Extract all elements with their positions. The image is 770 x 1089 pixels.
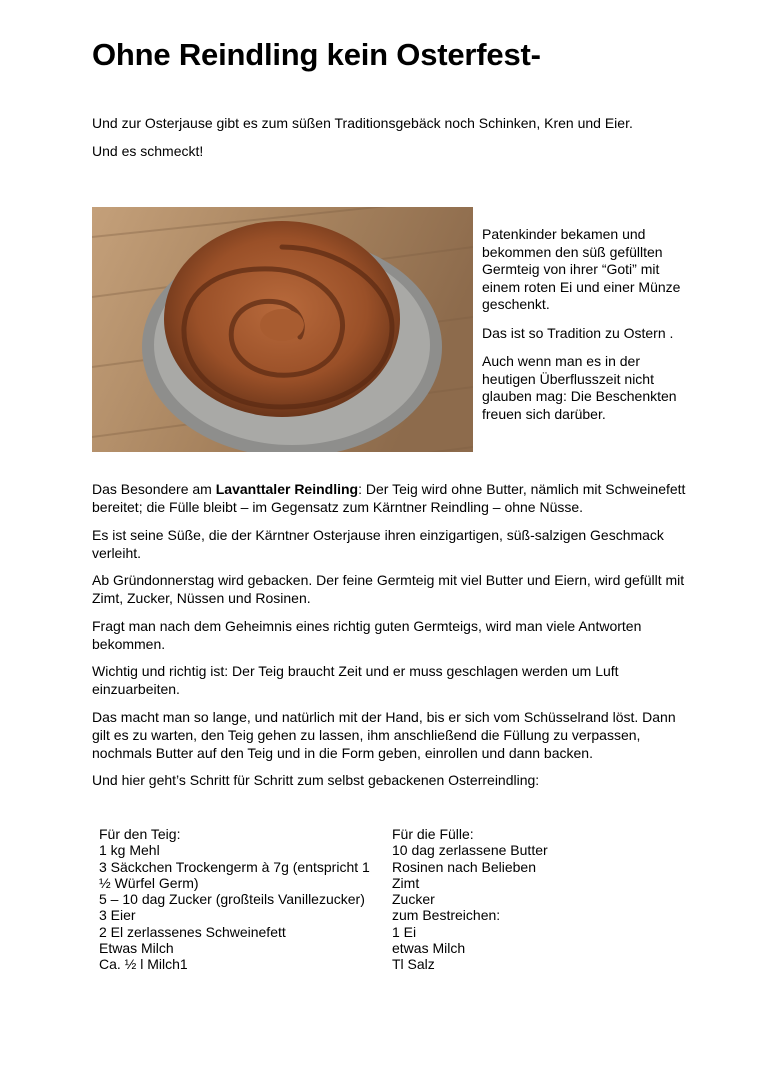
- body-paragraph-6: Und hier geht’s Schritt für Schritt zum selbst gebackenen Osterreindling:: [92, 772, 540, 788]
- body-paragraph-1: Es ist seine Süße, die der Kärntner Osterjause ihren einzigartigen, süß-salzigen Geschmack verleiht.: [92, 527, 664, 561]
- special-prefix: Das Besondere am: [92, 481, 216, 497]
- recipe-filling-line: Für die Fülle:: [392, 826, 474, 842]
- recipe-dough-line: Etwas Milch: [99, 940, 174, 957]
- body-paragraph-3: Fragt man nach dem Geheimnis eines richtig guten Germteigs, wird man viele Antworten bekommen.: [92, 618, 642, 652]
- side-paragraph-2: Das ist so Tradition zu Ostern .: [482, 325, 674, 341]
- recipe-filling-line: zum Bestreichen:: [392, 907, 501, 924]
- recipe-dough-line: 5 – 10 dag Zucker (großteils Vanillezucker): [99, 891, 365, 908]
- body-paragraph-5: Das macht man so lange, und natürlich mit der Hand, bis er sich vom Schüsselrand löst. Dann gilt es zu warten, den Teig gehen zu lassen, ihm anschließend die Füllung zu verpassen, nochmals Butter auf den Teig und in die Form geben, einrollen und dann backen.: [92, 709, 676, 761]
- recipe-dough-line: Ca. ½ l Milch1: [99, 956, 188, 973]
- body-paragraph-2: Ab Gründonnerstag wird gebacken. Der feine Germteig mit viel Butter und Eiern, wird gefüllt mit Zimt, Zucker, Nüssen und Rosinen.: [92, 572, 685, 606]
- recipe-filling-line: etwas Milch: [392, 940, 466, 957]
- special-paragraph: [92, 480, 692, 516]
- body-paragraph-4: Wichtig und richtig ist: Der Teig braucht Zeit und er muss geschlagen werden um Luft einzuarbeiten.: [92, 663, 619, 697]
- recipe-filling-line: Zucker: [392, 891, 435, 908]
- recipe-dough-column: [99, 826, 384, 973]
- side-paragraph-1: Patenkinder bekamen und bekommen den süß gefüllten Germteig von ihrer “Goti” mit einem roten Ei und einer Münze geschenkt.: [482, 226, 681, 312]
- intro-paragraph-1: Und zur Osterjause gibt es zum süßen Traditionsgebäck noch Schinken, Kren und Eier.: [92, 115, 633, 131]
- recipe-filling-line: Tl Salz: [392, 956, 435, 973]
- recipe-dough-line: 3 Eier: [99, 907, 136, 924]
- intro-paragraph-2: Und es schmeckt!: [92, 143, 204, 159]
- recipe-dough-line: 2 El zerlassenes Schweinefett: [99, 923, 286, 940]
- recipe-filling-line: 1 Ei: [392, 923, 417, 940]
- recipe-dough-line: Für den Teig:: [99, 826, 181, 842]
- recipe-dough-line: 1 kg Mehl: [99, 842, 160, 859]
- recipe-filling-line: 10 dag zerlassene Butter: [392, 842, 548, 859]
- reindling-photo: [92, 207, 473, 452]
- side-paragraph-3: Auch wenn man es in der heutigen Überflusszeit nicht glauben mag: Die Beschenkten freuen sich darüber.: [482, 353, 677, 422]
- recipe-filling-line: Zimt: [392, 874, 420, 891]
- recipe-dough-line: 3 Säckchen Trockengerm à 7g (entspricht 1 ½ Würfel Germ): [99, 858, 374, 891]
- recipe-filling-column: [392, 826, 672, 973]
- special-suffix: : Der Teig wird ohne Butter, nämlich mit Schweinefett bereitet; die Fülle bleibt – im Gegensatz zum Kärntner Reindling – ohne Nüsse.: [92, 481, 686, 515]
- page-title: Ohne Reindling kein Osterfest-: [92, 37, 541, 72]
- special-bold: Lavanttaler Reindling: [215, 481, 359, 497]
- recipe-filling-line: Rosinen nach Belieben: [392, 858, 536, 875]
